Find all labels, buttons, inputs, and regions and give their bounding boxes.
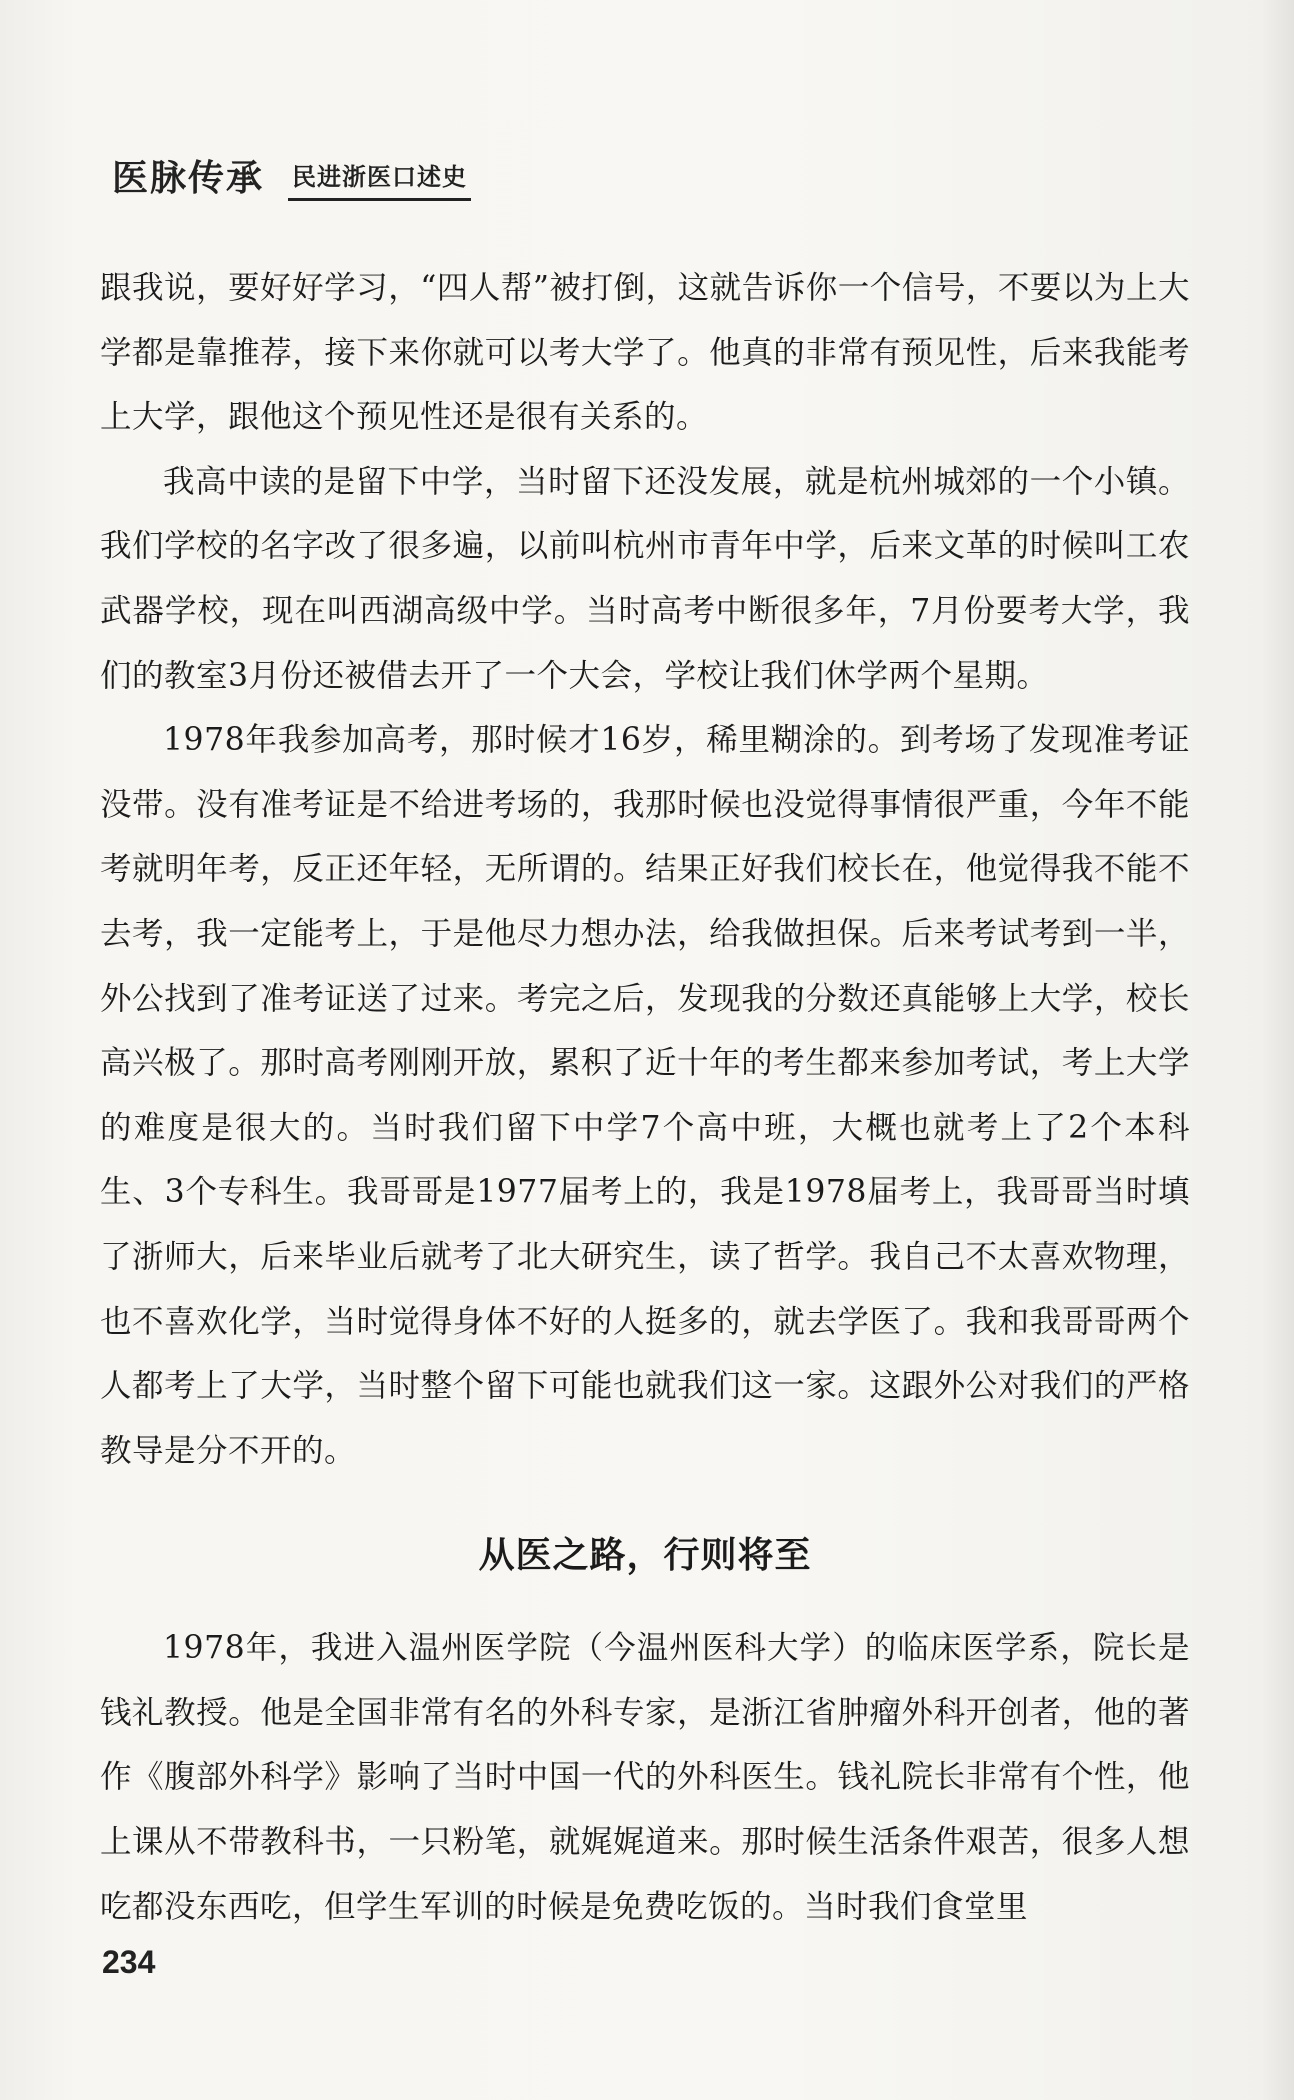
page-number: 234 xyxy=(102,1944,156,1980)
page-edge-shadow xyxy=(1260,0,1294,2100)
body-text xyxy=(100,256,1190,1939)
section-heading: 从医之路，行则将至 xyxy=(478,1534,812,1577)
paragraph: 1978年，我进入温州医学院（今温州医科大学）的临床医学系，院长是钱礼教授。他是全国非常有名的外科专家，是浙江省肿瘤外科开创者，他的著作《腹部外科学》影响了当时中国一代的外科医生。钱礼院长非常有个性，他上课从不带教科书，一只粉笔，就娓娓道来。那时候生活条件艰苦，很多人想吃都没东西吃，但学生军训的时候是免费吃饭的。当时我们食堂里 xyxy=(100,1630,1190,1925)
paragraph: 跟我说，要好好学习，“四人帮”被打倒，这就告诉你一个信号，不要以为上大学都是靠推荐，接下来你就可以考大学了。他真的非常有预见性，后来我能考上大学，跟他这个预见性还是很有关系的。 xyxy=(100,270,1190,436)
paragraph: 我高中读的是留下中学，当时留下还没发展，就是杭州城郊的一个小镇。我们学校的名字改了很多遍，以前叫杭州市青年中学，后来文革的时候叫工农武器学校，现在叫西湖高级中学。当时高考中断很多年，7月份要考大学，我们的教室3月份还被借去开了一个大会，学校让我们休学两个星期。 xyxy=(100,463,1190,694)
book-subtitle: 民进浙医口述史 xyxy=(288,157,471,201)
paragraph: 1978年我参加高考，那时候才16岁，稀里糊涂的。到考场了发现准考证没带。没有准考证是不给进考场的，我那时候也没觉得事情很严重，今年不能考就明年考，反正还年轻，无所谓的。结果正好我们校长在，他觉得我不能不去考，我一定能考上，于是他尽力想办法，给我做担保。后来考试考到一半，外公找到了准考证送了过来。考完之后，发现我的分数还真能够上大学，校长高兴极了。那时高考刚刚开放，累积了近十年的考生都来参加考试，考上大学的难度是很大的。当时我们留下中学7个高中班，大概也就考上了2个本科生、3个专科生。我哥哥是1977届考上的，我是1978届考上，我哥哥当时填了浙师大，后来毕业后就考了北大研究生，读了哲学。我自己不太喜欢物理，也不喜欢化学，当时觉得身体不好的人挺多的，就去学医了。我和我哥哥两个人都考上了大学，当时整个留下可能也就我们这一家。这跟外公对我们的严格教导是分不开的。 xyxy=(100,722,1190,1469)
running-header xyxy=(112,150,471,201)
book-title: 医脉传承 xyxy=(112,157,265,199)
